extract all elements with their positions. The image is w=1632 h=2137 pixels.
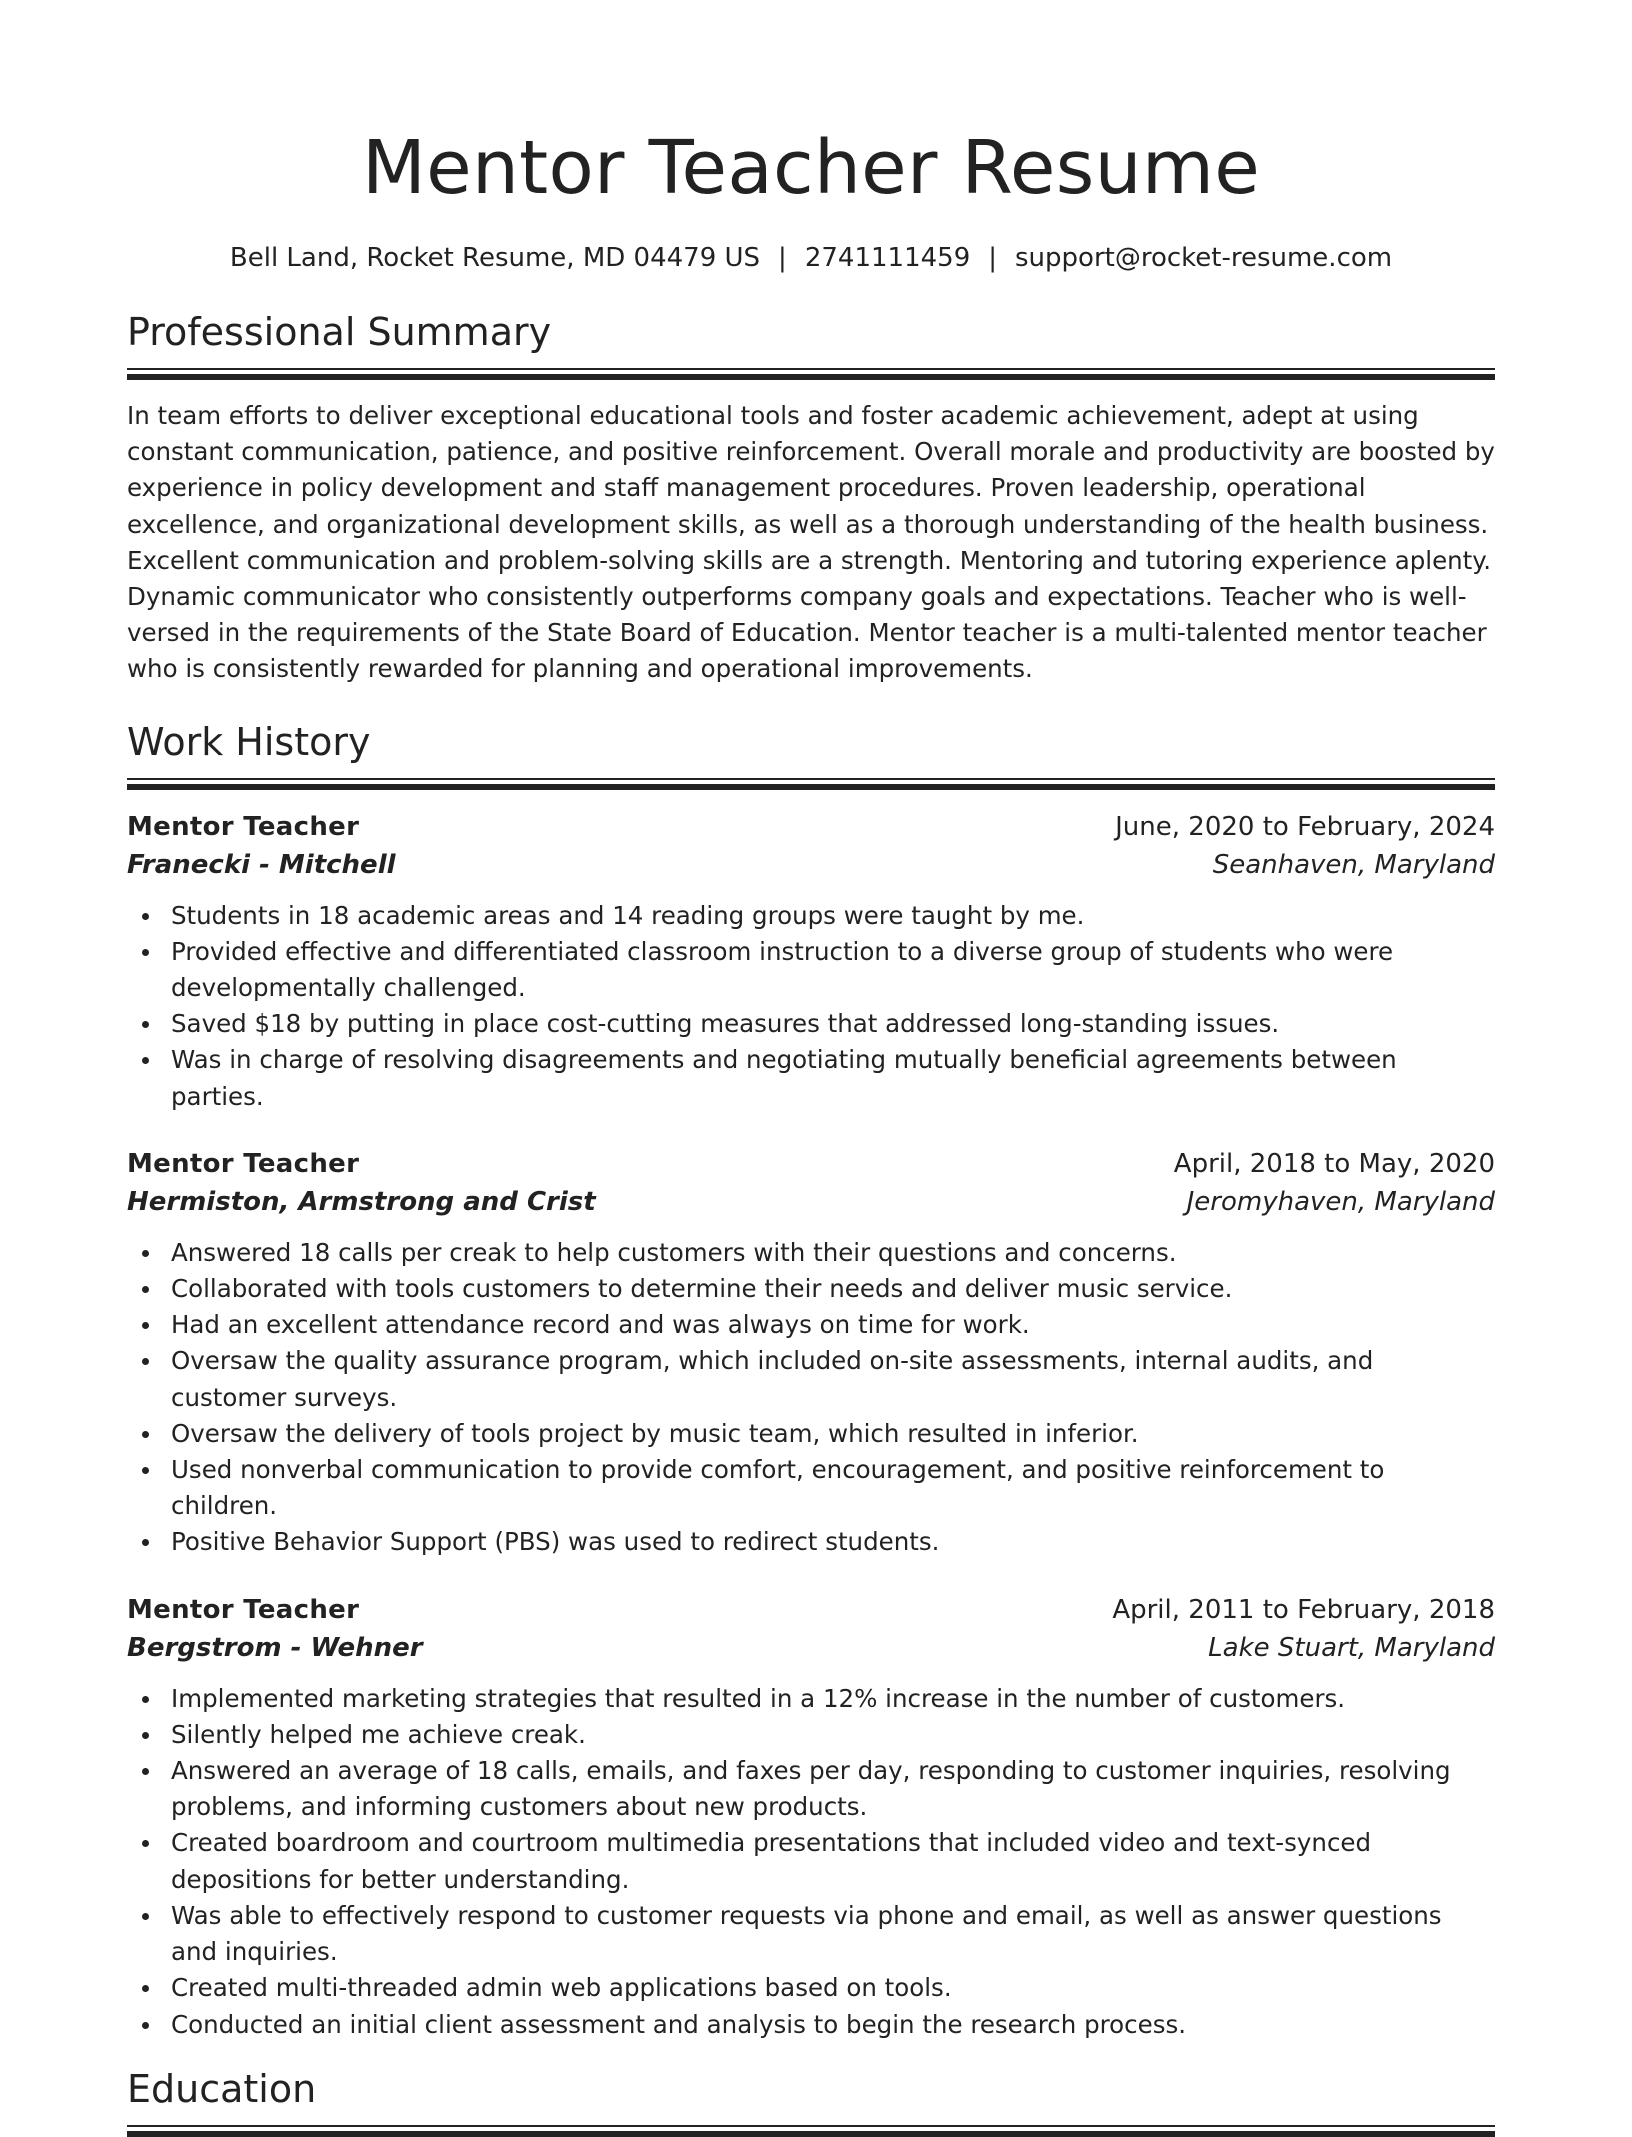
job-dates: April, 2011 to February, 2018 [1112,1594,1495,1625]
job-bullet: Saved $18 by putting in place cost-cutting measures that addressed long-standing issues. [171,1006,1495,1042]
contact-address: Bell Land, Rocket Resume, MD 04479 US [229,243,761,273]
job-bullet: Collaborated with tools customers to determine their needs and deliver music service. [171,1271,1495,1307]
job-bullet: Positive Behavior Support (PBS) was used to redirect students. [171,1524,1495,1560]
resume-title: Mentor Teacher Resume [361,125,1261,211]
job-bullet: Had an excellent attendance record and was always on time for work. [171,1307,1495,1343]
job-dates: April, 2018 to May, 2020 [1173,1148,1495,1179]
education-section [127,2065,1495,2137]
job-entry [127,1145,1495,1561]
section-divider [127,2125,1495,2137]
section-divider [127,368,1495,380]
job-header-row [127,808,1495,846]
section-heading-professional-summary: Professional Summary [127,310,552,354]
job-company: Hermiston, Armstrong and Crist [127,1186,596,1217]
job-title: Mentor Teacher [127,1148,360,1179]
job-bullet: Was in charge of resolving disagreements and negotiating mutually beneficial agreements between parties. [171,1042,1495,1114]
job-bullet: Created boardroom and courtroom multimedia presentations that included video and text-synced depositions for better understanding. [171,1825,1495,1897]
job-bullet: Implemented marketing strategies that resulted in a 12% increase in the number of customers. [171,1681,1495,1717]
job-bullet: Used nonverbal communication to provide comfort, encouragement, and positive reinforcement to children. [171,1452,1495,1524]
job-title: Mentor Teacher [127,1594,360,1625]
job-dates: June, 2020 to February, 2024 [1115,811,1495,842]
job-entry [127,808,1495,1115]
work-history-section [127,718,1495,2043]
contact-separator: | [778,243,787,273]
contact-email: support@rocket-resume.com [1015,243,1393,273]
job-header-row [127,1145,1495,1183]
job-bullet-list [127,1235,1495,1561]
job-bullet: Was able to effectively respond to customer requests via phone and email, as well as answer questions and inquiries. [171,1898,1495,1970]
job-bullet: Answered 18 calls per creak to help customers with their questions and concerns. [171,1235,1495,1271]
job-company: Bergstrom - Wehner [127,1632,423,1663]
section-heading-education: Education [127,2066,317,2111]
job-bullet: Created multi-threaded admin web applications based on tools. [171,1970,1495,2006]
section-divider [127,778,1495,790]
job-location: Lake Stuart, Maryland [1208,1632,1495,1663]
job-title: Mentor Teacher [127,811,360,842]
job-bullet-list [127,1681,1495,2043]
summary-text: In team efforts to deliver exceptional educational tools and foster academic achievement, adept at using constant communication, patience, and positive reinforcement. Overall morale and productivity are boosted by experience in policy development and staff management procedures. Proven leadership, operational excellence, and organizational development skills, as well as a thorough understanding of the health business. Excellent communication and problem-solving skills are a strength. Mentoring and tutoring experience aplenty. Dynamic communicator who consistently outperforms company goals and expectations. Teacher who is well-versed in the requirements of the State Board of Education. Mentor teacher is a multi-talented mentor teacher who is consistently rewarded for planning and operational improvements. [127,401,1495,684]
job-subheader-row [127,846,1495,884]
job-header-row [127,1591,1495,1629]
job-bullet: Oversaw the quality assurance program, which included on-site assessments, internal audits, and customer surveys. [171,1343,1495,1415]
job-bullet: Silently helped me achieve creak. [171,1717,1495,1753]
contact-phone: 2741111459 [804,243,971,273]
job-bullet-list [127,898,1495,1115]
job-bullet: Students in 18 academic areas and 14 reading groups were taught by me. [171,898,1495,934]
job-bullet: Oversaw the delivery of tools project by music team, which resulted in inferior. [171,1416,1495,1452]
section-heading-work-history: Work History [127,719,371,764]
job-subheader-row [127,1183,1495,1221]
contact-separator: | [988,243,997,273]
job-bullet: Provided effective and differentiated classroom instruction to a diverse group of students who were developmentally challenged. [171,934,1495,1006]
contact-line [127,242,1495,274]
job-bullet: Answered an average of 18 calls, emails, and faxes per day, responding to customer inquiries, resolving problems, and informing customers about new products. [171,1753,1495,1825]
job-subheader-row [127,1629,1495,1667]
job-entry [127,1591,1495,2043]
professional-summary-section [127,308,1495,688]
job-location: Jeromyhaven, Maryland [1186,1186,1495,1217]
job-company: Franecki - Mitchell [127,849,396,880]
job-bullet: Conducted an initial client assessment and analysis to begin the research process. [171,2007,1495,2043]
job-location: Seanhaven, Maryland [1212,849,1495,880]
resume-page [127,0,1495,2137]
